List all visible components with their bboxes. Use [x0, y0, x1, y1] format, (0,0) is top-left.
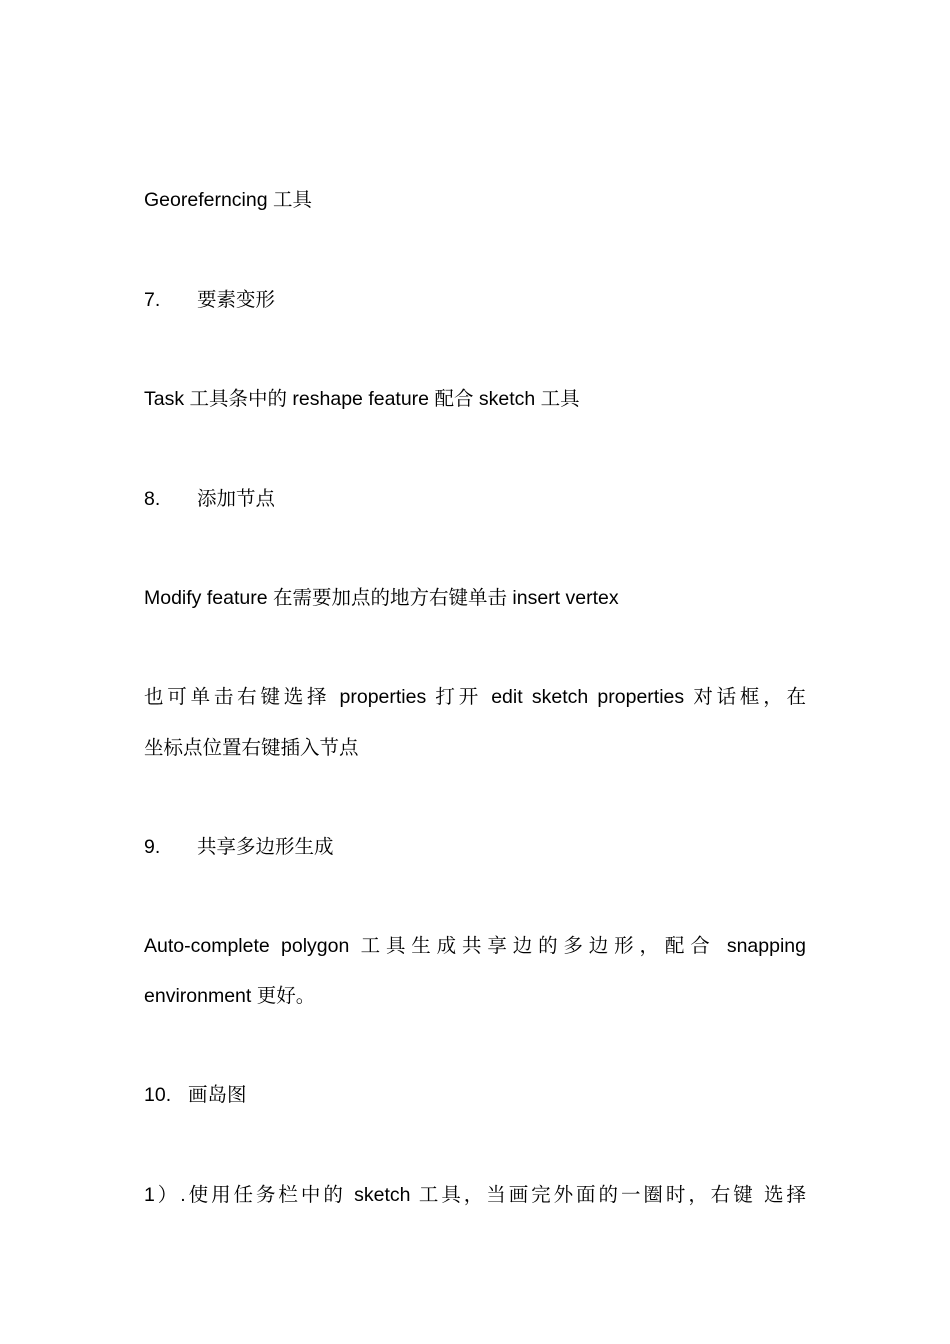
- paragraph-properties-line-1: [144, 684, 806, 710]
- paragraph-text: Task 工具条中的 reshape feature 配合 sketch 工具: [144, 388, 580, 410]
- paragraph-auto-complete-line-2: [144, 983, 806, 1009]
- heading-number: 9.: [144, 836, 161, 858]
- paragraph-reshape: [144, 386, 806, 412]
- paragraph-text: 坐标点位置右键插入节点: [144, 737, 359, 759]
- heading-9: [144, 834, 806, 860]
- heading-text: 添加节点: [197, 488, 276, 510]
- heading-number: 8.: [144, 488, 161, 510]
- paragraph-text: 也可单击右键选择 properties 打开 edit sketch properties 对话框，在: [144, 686, 806, 708]
- heading-text: 要素变形: [197, 289, 276, 311]
- heading-text: 画岛图: [188, 1084, 247, 1106]
- heading-8: [144, 486, 806, 512]
- paragraph-properties-line-2: [144, 735, 806, 761]
- paragraph-text: 1）.使用任务栏中的 sketch 工具，当画完外面的一圈时，右键 选择: [144, 1184, 806, 1206]
- paragraph-auto-complete-line-1: [144, 933, 806, 959]
- heading-10: [144, 1082, 806, 1108]
- paragraph-text: Georeferncing 工具: [144, 189, 312, 211]
- paragraph-modify-feature: [144, 585, 806, 611]
- paragraph-georeferencing-tool: [144, 187, 806, 213]
- paragraph-island-step-1: [144, 1182, 806, 1208]
- heading-number: 10.: [144, 1084, 172, 1106]
- paragraph-text: Modify feature 在需要加点的地方右键单击 insert vertex: [144, 587, 619, 609]
- heading-text: 共享多边形生成: [197, 836, 334, 858]
- heading-number: 7.: [144, 289, 161, 311]
- paragraph-text: environment 更好。: [144, 985, 316, 1007]
- paragraph-text: Auto-complete polygon 工具生成共享边的多边形，配合 snapping: [144, 935, 806, 957]
- heading-7: [144, 287, 806, 313]
